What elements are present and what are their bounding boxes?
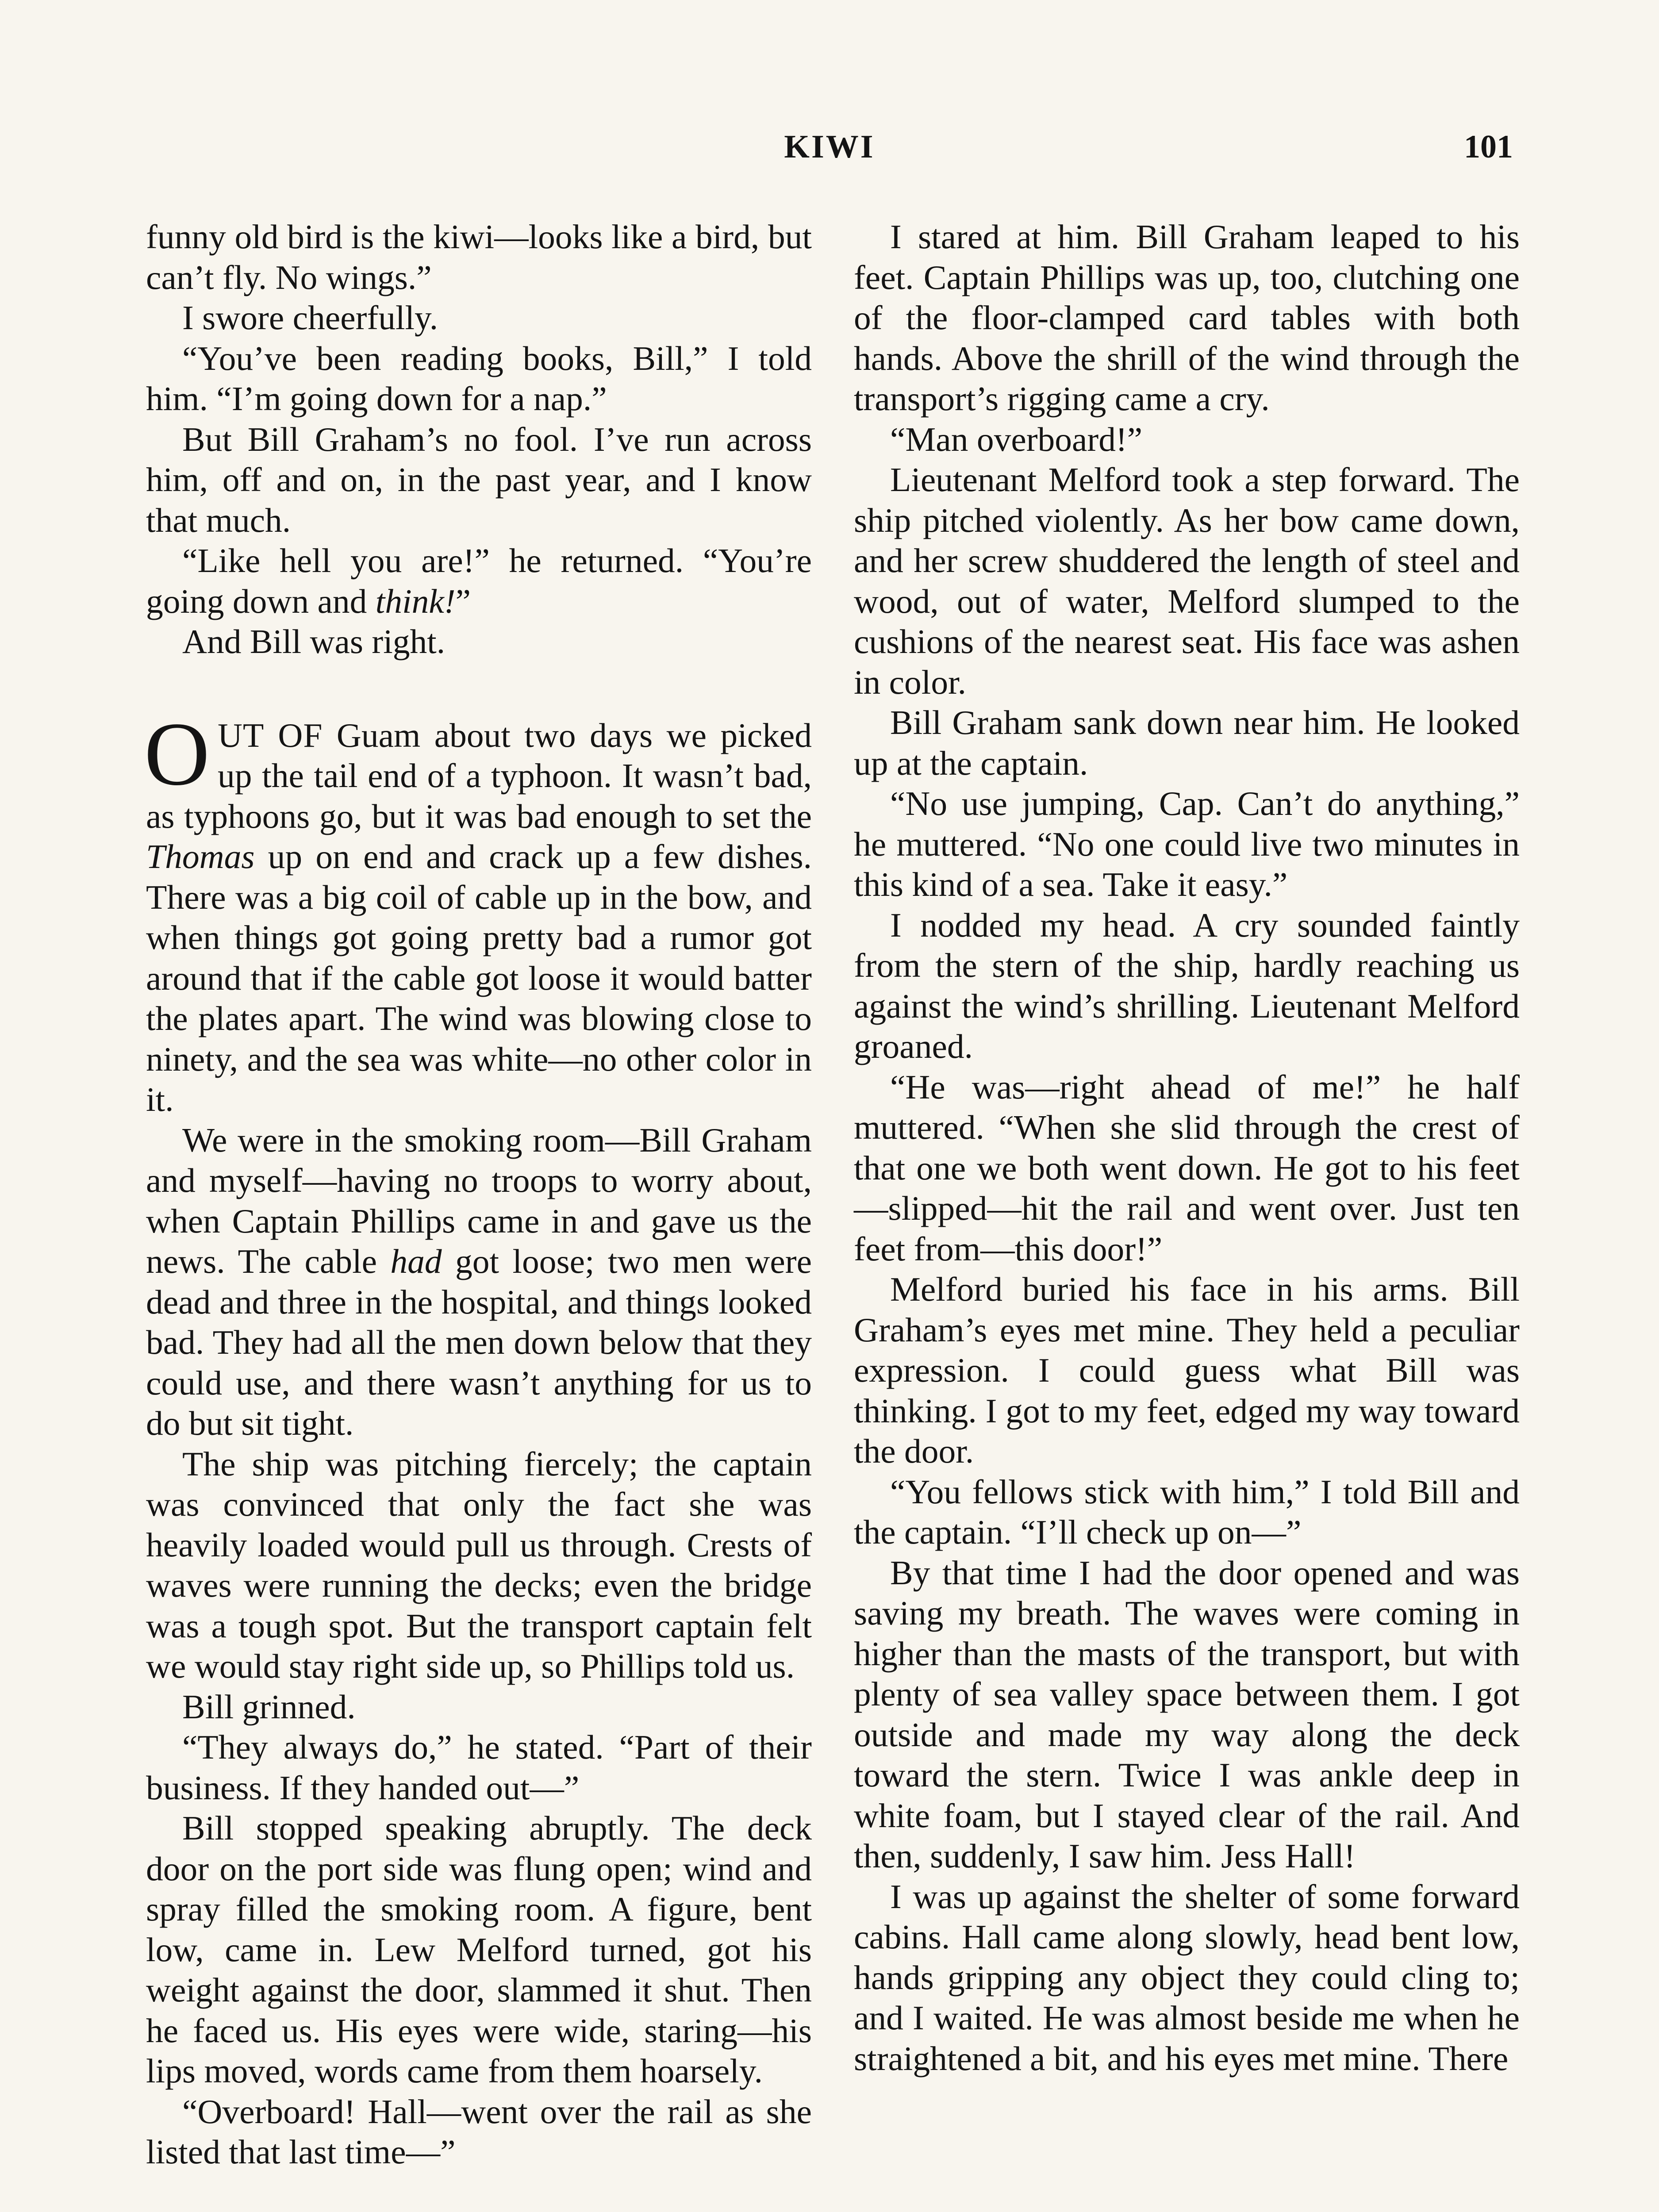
paragraph: Bill stopped speaking abruptly. The deck door on the port side was flung open; wind and spray filled the smoking room. A figure, bent low, came in. Lew Melford turned, got his weight against the door, slammed it shut. Then he faced us. His eyes were wide, staring—his lips moved, words came from them hoarsely. (146, 1809, 812, 2090)
small-caps-lead: UT OF (218, 716, 323, 754)
paragraph: Lieutenant Melford took a step forward. The ship pitched violently. As her bow came down, and her screw shuddered the length of steel and wood, out of water, Melford slumped to the cushions of the nearest seat. His face was ashen in color. (854, 461, 1520, 701)
paragraph: “He was—right ahead of me!” he half muttered. “When she slid through the crest of that one we both went down. He got to his feet—slipped—hit the rail and went over. Just ten feet from—this door!” (854, 1068, 1520, 1268)
paragraph: I was up against the shelter of some forward cabins. Hall came along slowly, head bent low, hands gripping any object they could cling to; and I waited. He was almost beside me when he straightened a bit, and his eyes met mine. There (854, 1877, 1520, 2078)
paragraph: “They always do,” he stated. “Part of their business. If they handed out—” (146, 1728, 812, 1807)
section-opening-paragraph (144, 703, 812, 1120)
paragraph-text: ” (455, 582, 471, 620)
paragraph (146, 1120, 812, 1444)
paragraph: “No use jumping, Cap. Can’t do anything,” he muttered. “No one could live two minutes in this kind of a sea. Take it easy.” (854, 784, 1520, 903)
left-column (146, 217, 812, 2173)
paragraph-text: got loose; two men were dead and three in the hospital, and things looked bad. They had all the men down below that they could use, and there wasn’t anything for us to do but sit tight. (146, 1242, 812, 1442)
paragraph: Bill grinned. (182, 1687, 356, 1726)
paragraph: But Bill Graham’s no fool. I’ve run across him, off and on, in the past year, and I know that much. (146, 420, 812, 539)
paragraph: Bill Graham sank down near him. He looked up at the captain. (854, 703, 1520, 782)
paragraph: “Man overboard!” (890, 420, 1143, 458)
paragraph: By that time I had the door opened and was saving my breath. The waves were coming in higher than the masts of the transport, but with plenty of sea valley space between them. I got outside and made my way along the deck toward the stern. Twice I was ankle deep in white foam, but I stayed clear of the rail. And then, suddenly, I saw him. Jess Hall! (854, 1553, 1520, 1875)
drop-cap: O (144, 703, 210, 804)
paragraph: Melford buried his face in his arms. Bill Graham’s eyes met mine. They held a peculiar expression. I could guess what Bill was thinking. I got to my feet, edged my way toward the door. (854, 1270, 1520, 1470)
italic-text: had (390, 1242, 442, 1280)
paragraph-text: We were in the smoking room—Bill Graham and myself—having no troops to worry about, when Captain Phillips came in and gave us the news. The cable (146, 1121, 812, 1280)
paragraph: I nodded my head. A cry sounded faintly from the stern of the ship, hardly reaching us against the wind’s shrilling. Lieutenant Melford groaned. (854, 906, 1520, 1065)
paragraph: funny old bird is the kiwi—looks like a bird, but can’t fly. No wings.” (146, 218, 812, 296)
paragraph: “Overboard! Hall—went over the rail as she listed that last time—” (146, 2092, 812, 2171)
right-column (854, 217, 1520, 2079)
page-number: 101 (1464, 129, 1513, 165)
paragraph: “You’ve been reading books, Bill,” I told him. “I’m going down for a nap.” (146, 339, 812, 418)
paragraph: I swore cheerfully. (182, 299, 438, 337)
paragraph: I stared at him. Bill Graham leaped to his feet. Captain Phillips was up, too, clutching one of the floor-clamped card tables with both hands. Above the shrill of the wind through the transport’s rigging came a cry. (854, 218, 1520, 418)
paragraph-text: up on end and crack up a few dishes. There was a big coil of cable up in the bow, and when things got going pretty bad a rumor got around that if the cable got loose it would batter the plates apart. The wind was blowing close to ninety, and the sea was white—no other color in it. (146, 837, 812, 1118)
paragraph-text: Guam about two days we picked up the tail end of a typhoon. It wasn’t bad, as typhoons go, but it was bad enough to set the (146, 716, 812, 835)
paragraph: “You fellows stick with him,” I told Bill and the captain. “I’ll check up on—” (854, 1472, 1520, 1551)
italic-text: think! (375, 582, 456, 620)
page-title: KIWI (784, 129, 875, 165)
paragraph-text: “Like hell you are!” he returned. “You’re going down and (146, 541, 812, 620)
paragraph (146, 541, 812, 622)
running-header (146, 128, 1513, 177)
italic-text: Thomas (146, 837, 255, 876)
paragraph: The ship was pitching fiercely; the captain was convinced that only the fact she was heavily loaded would pull us through. Crests of waves were running the decks; even the bridge was a tough spot. But the transport captain felt we would stay right side up, so Phillips told us. (146, 1444, 812, 1685)
paragraph: And Bill was right. (182, 622, 445, 661)
